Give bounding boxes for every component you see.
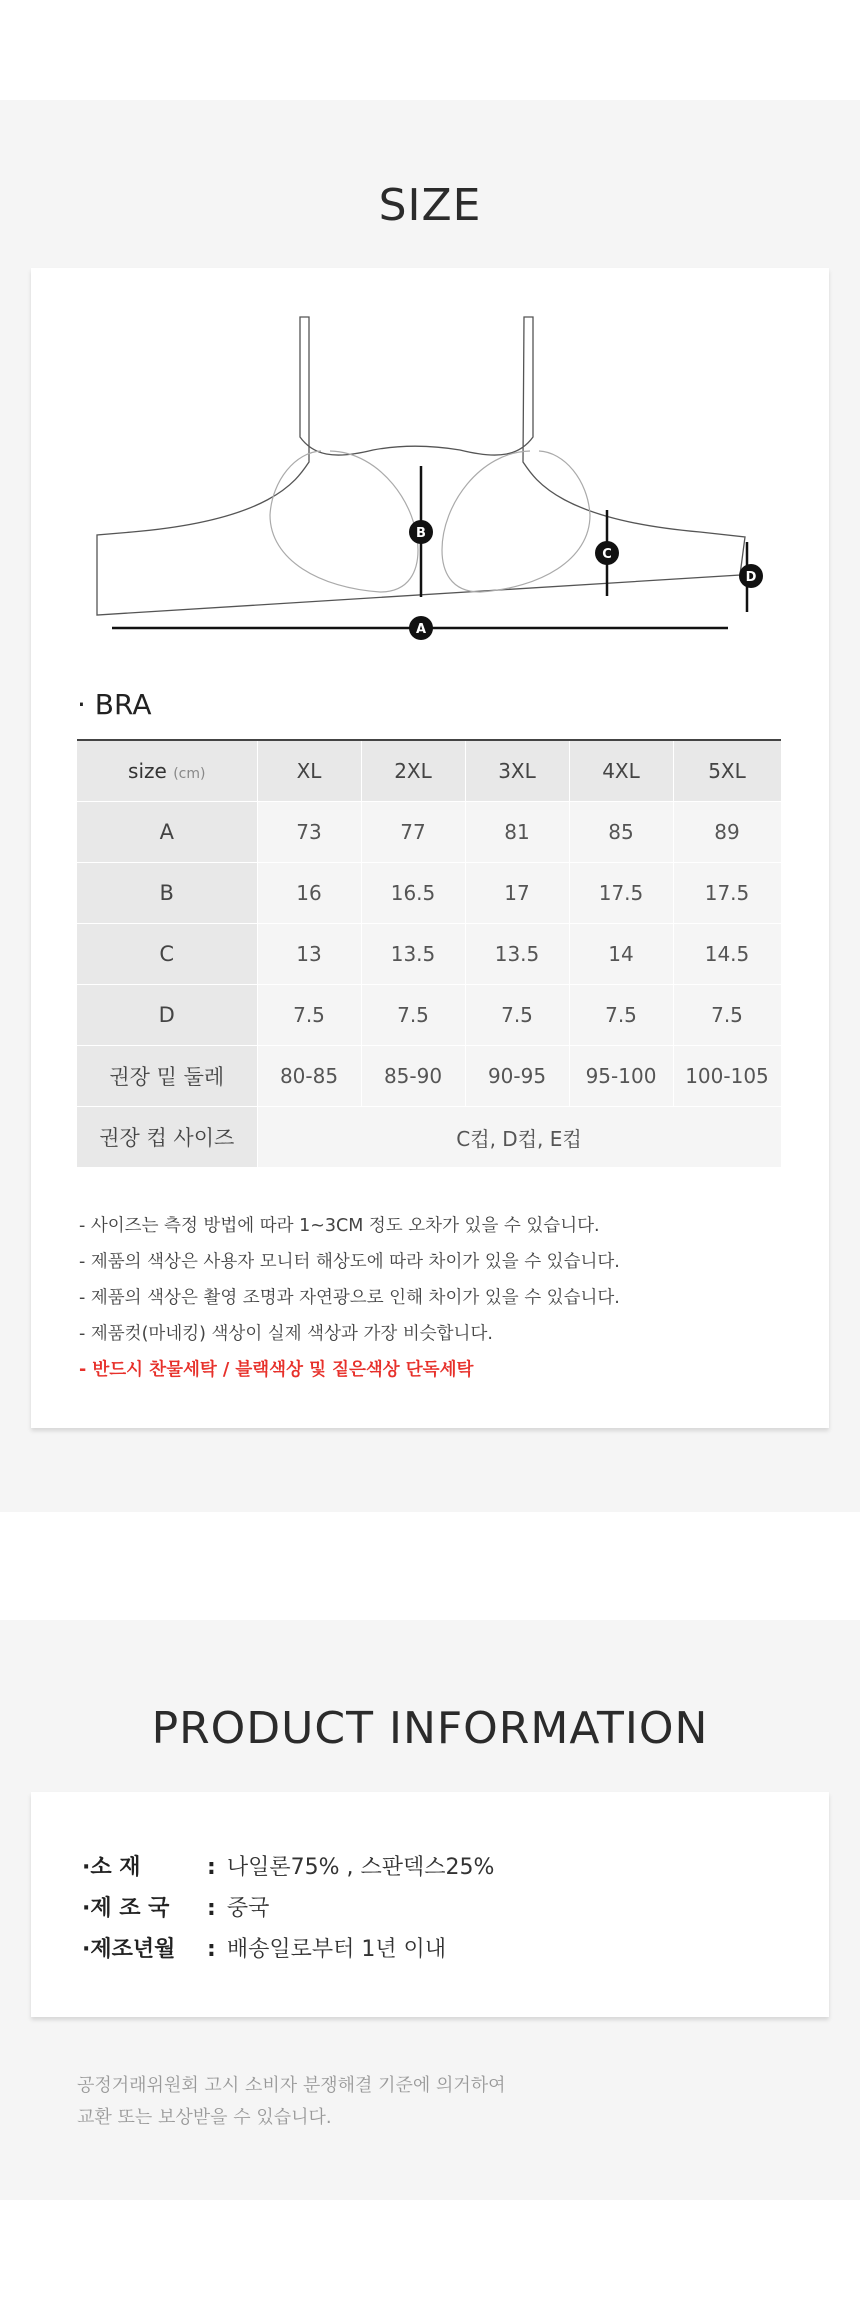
- row-label: D: [77, 985, 257, 1046]
- info-colon: :: [207, 1896, 216, 1921]
- table-cell: 7.5: [465, 985, 569, 1046]
- note-line: - 사이즈는 측정 방법에 따라 1~3CM 정도 오차가 있을 수 있습니다.: [79, 1216, 600, 1236]
- info-value: 나일론75% , 스판덱스25%: [226, 1855, 495, 1880]
- svg-text:C: C: [602, 547, 612, 562]
- size-corner-cell: size (cm): [77, 741, 257, 802]
- consumer-notice: [77, 2070, 506, 2134]
- info-row-country: [82, 1888, 494, 1929]
- table-cell: 73: [257, 802, 361, 863]
- table-cell: 90-95: [465, 1046, 569, 1107]
- left-cup-line: [270, 451, 418, 592]
- table-row: [77, 802, 781, 863]
- table-cell: 7.5: [569, 985, 673, 1046]
- table-row: [77, 1046, 781, 1107]
- bra-heading: · BRA: [77, 688, 152, 721]
- table-cell: 100-105: [673, 1046, 781, 1107]
- info-colon: :: [207, 1855, 216, 1880]
- column-header: 4XL: [569, 741, 673, 802]
- product-info-title: PRODUCT INFORMATION: [151, 1703, 709, 1754]
- info-row-manufacture-date: [82, 1929, 494, 1970]
- note-line: - 제품의 색상은 촬영 조명과 자연광으로 인해 차이가 있을 수 있습니다.: [79, 1288, 620, 1308]
- table-cell: 13: [257, 924, 361, 985]
- table-cell: 7.5: [673, 985, 781, 1046]
- table-cell: 85: [569, 802, 673, 863]
- row-label: A: [77, 802, 257, 863]
- info-label: ·제 조 국: [82, 1896, 170, 1921]
- marker-d: [739, 564, 763, 588]
- table-cell: 81: [465, 802, 569, 863]
- notice-line: 교환 또는 보상받을 수 있습니다.: [77, 2107, 332, 2128]
- info-row-material: [82, 1847, 494, 1888]
- table-cell: 85-90: [361, 1046, 465, 1107]
- row-label: 권장 컵 사이즈: [77, 1107, 257, 1168]
- marker-a: [409, 616, 433, 640]
- table-cell: 80-85: [257, 1046, 361, 1107]
- column-header: 5XL: [673, 741, 781, 802]
- table-cell: 17.5: [673, 863, 781, 924]
- table-row: [77, 924, 781, 985]
- column-header: 2XL: [361, 741, 465, 802]
- table-cell: 14.5: [673, 924, 781, 985]
- bra-measurement-diagram: [0, 0, 860, 650]
- info-label: ·제조년월: [82, 1937, 176, 1962]
- table-cell: 77: [361, 802, 465, 863]
- cup-size-value: C컵, D컵, E컵: [257, 1107, 781, 1168]
- cup-size-row: [77, 1107, 781, 1168]
- info-value: 중국: [226, 1896, 270, 1921]
- column-header: 3XL: [465, 741, 569, 802]
- table-row: [77, 863, 781, 924]
- table-cell: 13.5: [465, 924, 569, 985]
- product-info-rows: [82, 1847, 494, 1970]
- table-cell: 7.5: [361, 985, 465, 1046]
- size-notes: [79, 1208, 620, 1388]
- size-table: [77, 741, 782, 1168]
- table-cell: 13.5: [361, 924, 465, 985]
- column-header: XL: [257, 741, 361, 802]
- table-cell: 16: [257, 863, 361, 924]
- table-header-row: [77, 741, 781, 802]
- table-cell: 7.5: [257, 985, 361, 1046]
- row-label: B: [77, 863, 257, 924]
- marker-b: [409, 520, 433, 544]
- row-label: C: [77, 924, 257, 985]
- table-cell: 89: [673, 802, 781, 863]
- right-cup-line: [442, 451, 590, 592]
- svg-text:D: D: [745, 570, 757, 585]
- svg-text:A: A: [415, 622, 427, 637]
- note-line: - 제품컷(마네킹) 색상이 실제 색상과 가장 비슷합니다.: [79, 1324, 493, 1344]
- note-line: - 제품의 색상은 사용자 모니터 해상도에 따라 차이가 있을 수 있습니다.: [79, 1252, 620, 1272]
- table-cell: 17: [465, 863, 569, 924]
- washing-warning: - 반드시 찬물세탁 / 블랙색상 및 짙은색상 단독세탁: [79, 1360, 474, 1380]
- svg-text:B: B: [416, 526, 426, 541]
- row-label: 권장 밑 둘레: [77, 1046, 257, 1107]
- table-cell: 16.5: [361, 863, 465, 924]
- info-label: ·소 재: [82, 1855, 141, 1880]
- info-value: 배송일로부터 1년 이내: [226, 1937, 447, 1962]
- notice-line: 공정거래위원회 고시 소비자 분쟁해결 기준에 의거하여: [77, 2075, 506, 2096]
- table-cell: 14: [569, 924, 673, 985]
- size-section-title: SIZE: [378, 180, 482, 231]
- marker-c: [595, 541, 619, 565]
- table-cell: 95-100: [569, 1046, 673, 1107]
- table-row: [77, 985, 781, 1046]
- table-cell: 17.5: [569, 863, 673, 924]
- info-colon: :: [207, 1937, 216, 1962]
